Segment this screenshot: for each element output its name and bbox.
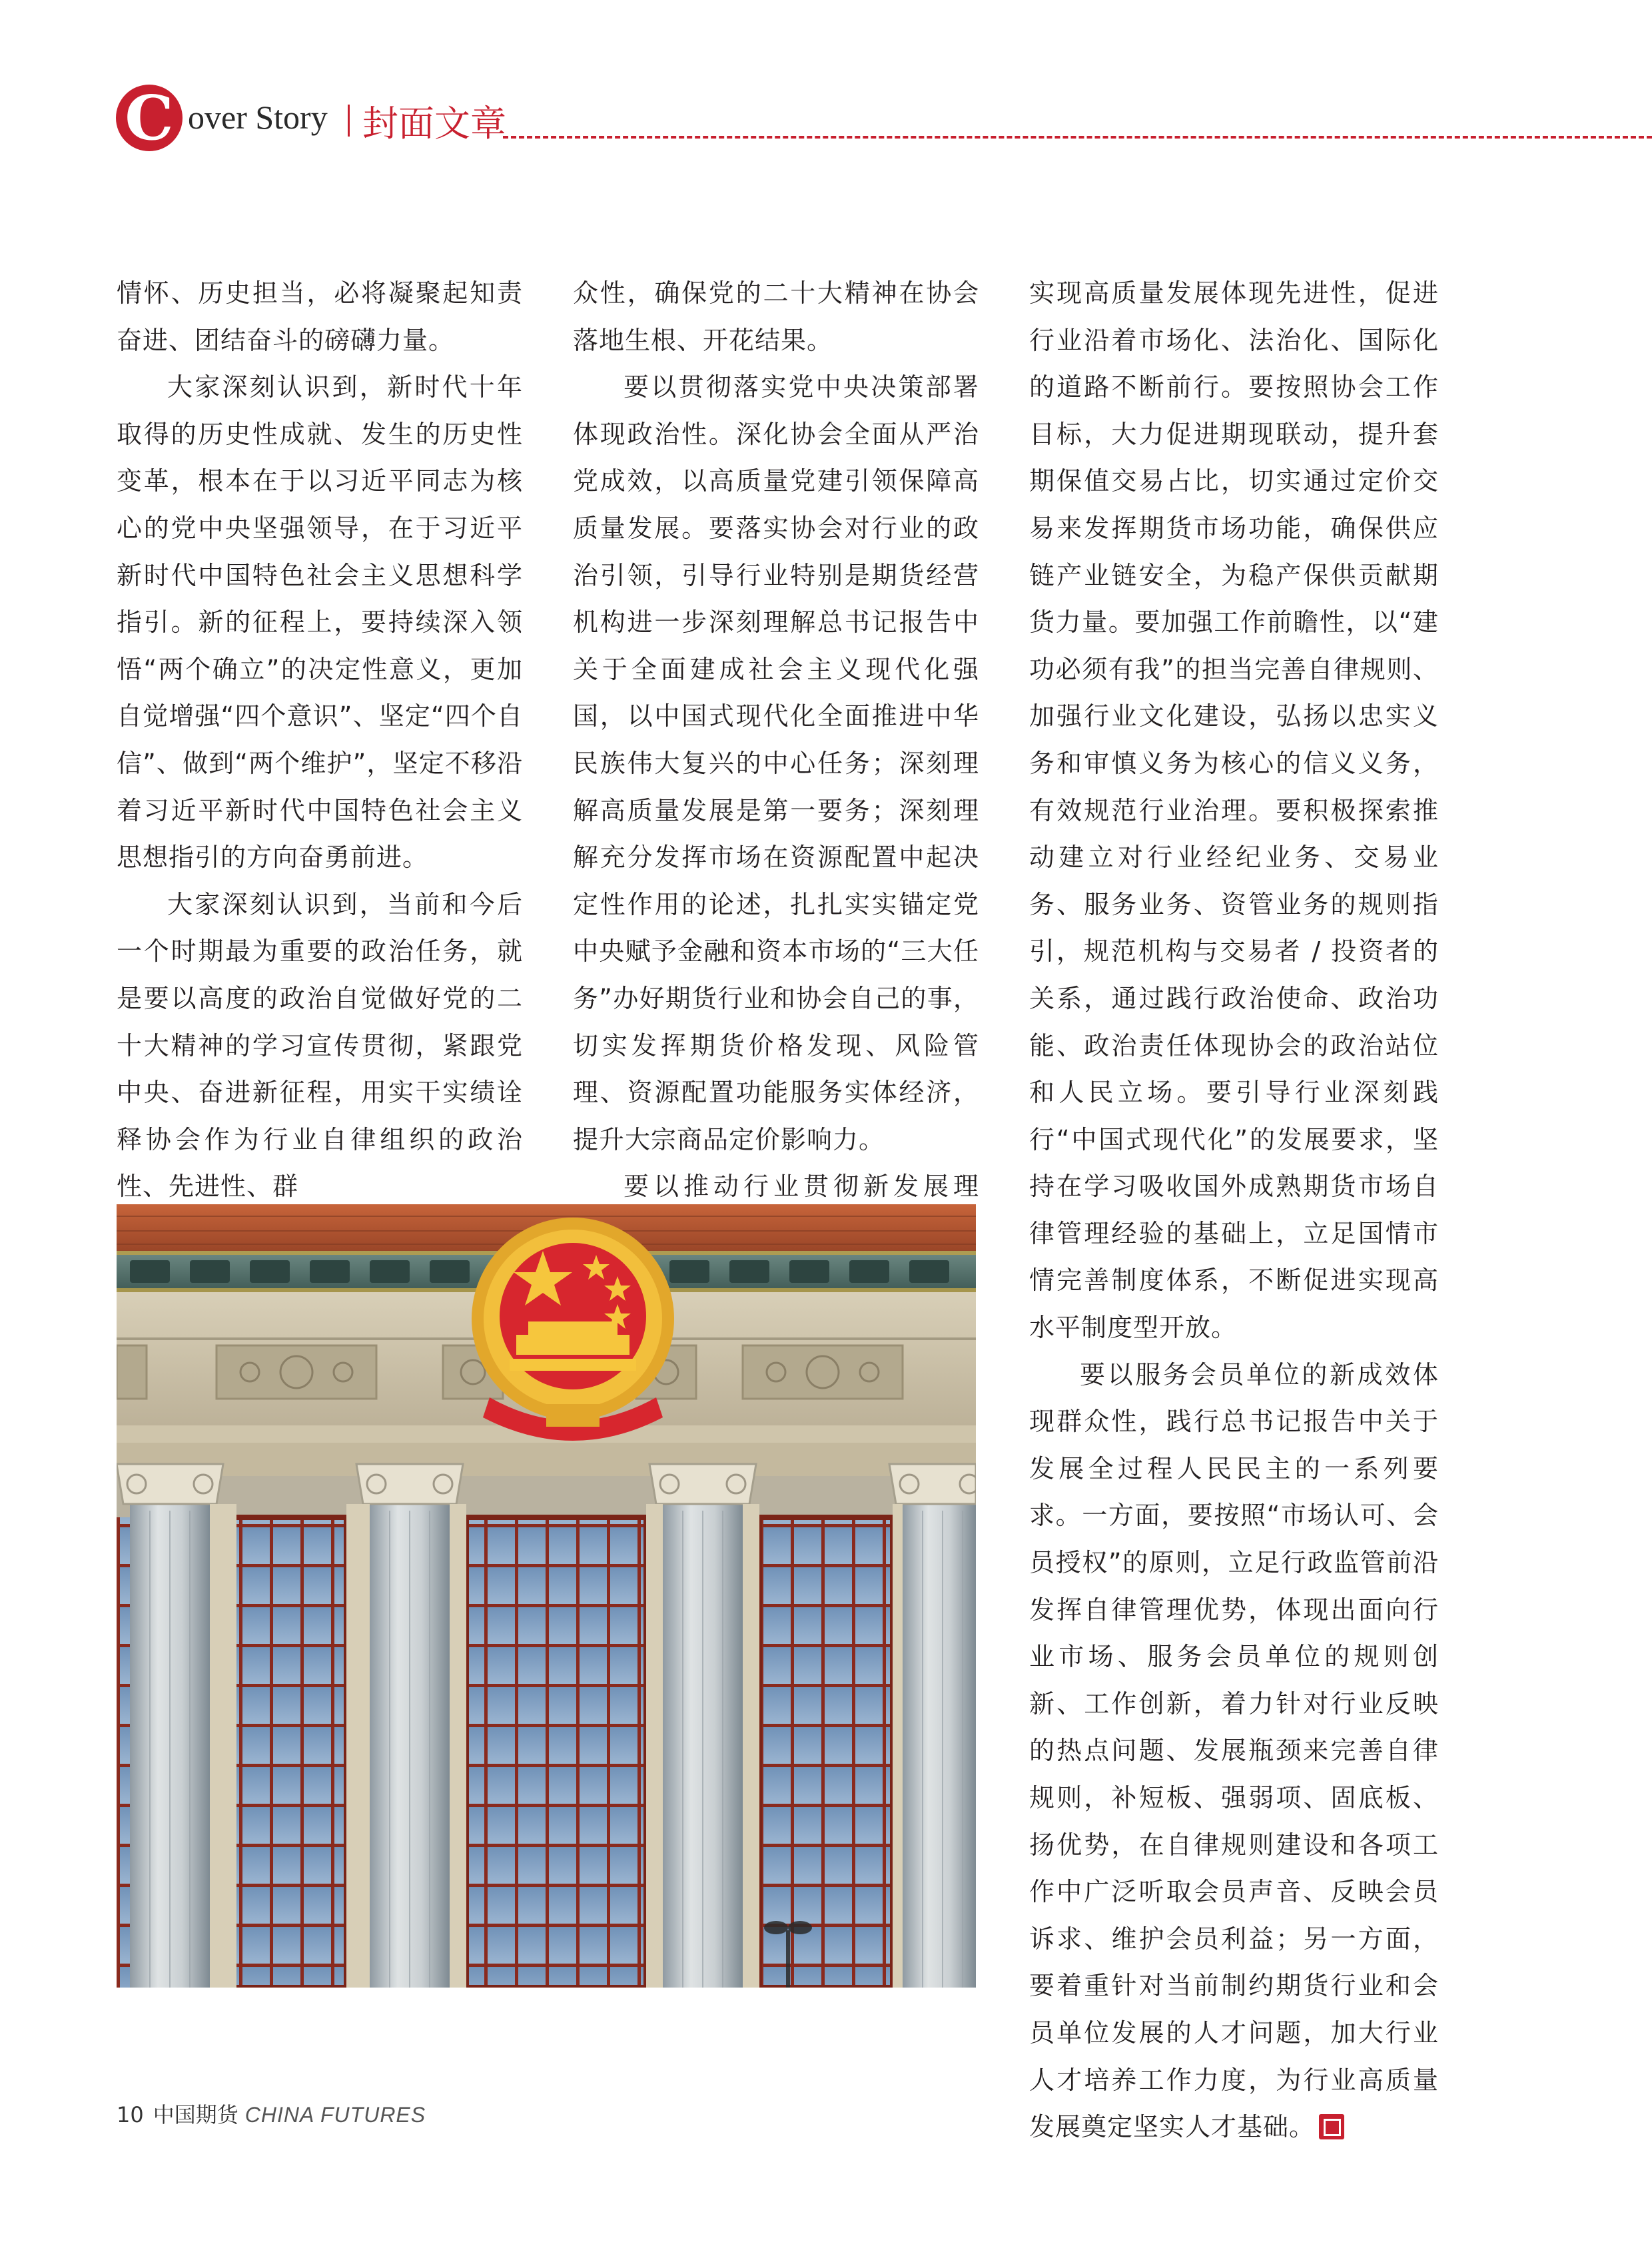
national-emblem-icon <box>472 1218 674 1441</box>
cover-story-label: over Story <box>188 99 328 136</box>
section-title-cn: 封面文章 <box>362 103 506 145</box>
paragraph: 众性，确保党的二十大精神在协会落地生根、开花结果。 <box>573 278 979 355</box>
paragraph: 实现高质量发展体现先进性，促进行业沿着市场化、法治化、国际化的道路不断前行。要按照协会工作目标，大力促进期现联动，提升套期保值交易占比，切实通过定价交易来发挥期货市场功能，确保供应链产业链安全，为稳产保供贡献期货力量。要加强工作前瞻性，以“建功必须有我”的担当完善自律规则、加强行业文化建设，弘扬以忠实义务和审慎义务为核心的信义义务，有效规范行业治理。要积极探索推动建立对行业经纪业务、交易业务、服务业务、资管业务的规则指引，规范机构与交易者 / 投资者的关系，通过践行政治使命、政治功能、政治责任体现协会的政治站位和人民立场。要引导行业深刻践行“中国式现代化”的发展要求，坚持在学习吸收国外成熟期货市场自律管理经验的基础上，立足国情市情完善制度体系，不断促进实现高水平制度型开放。 <box>1029 278 1439 1343</box>
magazine-name-cn: 中国期货 <box>153 2102 238 2127</box>
text-column-2 <box>573 270 979 1257</box>
page-number: 10 <box>117 2102 144 2127</box>
text-column-1 <box>117 270 523 1210</box>
paragraph <box>1029 1351 1439 2151</box>
magazine-name-en: CHINA FUTURES <box>244 2103 426 2127</box>
header-separator <box>348 105 350 137</box>
paragraph-text: 要以服务会员单位的新成效体现群众性，践行总书记报告中关于发展全过程人民民主的一系列要求。一方面，要按照“市场认可、会员授权”的原则，立足行政监管前沿发挥自律管理优势，体现出面向行业市场、服务会员单位的规则创新、工作创新，着力针对行业反映的热点问题、发展瓶颈来完善自律规则，补短板、强弱项、固底板、扬优势，在自律规则建设和各项工作中广泛听取会员声音、反映会员诉求、维护会员利益；另一方面，要着重针对当前制约期货行业和会员单位发展的人才问题，加大行业人才培养工作力度，为行业高质量发展奠定坚实人才基础。 <box>1029 1359 1439 2142</box>
paragraph: 大家深刻认识到，新时代十年取得的历史性成就、发生的历史性变革，根本在于以习近平同志为核心的党中央坚强领导，在于习近平新时代中国特色社会主义思想科学指引。新的征程上，要持续深入领悟“两个确立”的决定性意义，更加自觉增强“四个意识”、坚定“四个自信”、做到“两个维护”，坚定不移沿着习近平新时代中国特色社会主义思想指引的方向奋勇前进。 <box>117 372 523 873</box>
paragraph: 情怀、历史担当，必将凝聚起知责奋进、团结奋斗的磅礴力量。 <box>117 278 523 355</box>
cover-story-logo-letter: C <box>116 85 183 151</box>
paragraph: 大家深刻认识到，当前和今后一个时期最为重要的政治任务，就是要以高度的政治自觉做好党的二十大精神的学习宣传贯彻，紧跟党中央、奋进新征程，用实干实绩诠释协会作为行业自律组织的政治性、先进性、群 <box>117 889 523 1202</box>
header-dashed-rule <box>503 136 1652 139</box>
paragraph: 要以推动行业贯彻新发展理 <box>623 1172 979 1202</box>
great-hall-facade-illustration <box>117 1204 976 1988</box>
magazine-end-mark-icon <box>1319 2114 1344 2139</box>
page-footer <box>117 2098 426 2129</box>
page-header <box>107 70 1652 154</box>
great-hall-photo <box>117 1204 976 1988</box>
paragraph: 要以贯彻落实党中央决策部署体现政治性。深化协会全面从严治党成效，以高质量党建引领保障高质量发展。要落实协会对行业的政治引领，引导行业特别是期货经营机构进一步深刻理解总书记报告中关于全面建成社会主义现代化强国，以中国式现代化全面推进中华民族伟大复兴的中心任务；深刻理解高质量发展是第一要务；深刻理解充分发挥市场在资源配置中起决定性作用的论述，扎扎实实锚定党中央赋予金融和资本市场的“三大任务”办好期货行业和协会自己的事，切实发挥期货价格发现、风险管理、资源配置功能服务实体经济，提升大宗商品定价影响力。 <box>573 372 979 1154</box>
text-column-3 <box>1029 270 1439 2151</box>
